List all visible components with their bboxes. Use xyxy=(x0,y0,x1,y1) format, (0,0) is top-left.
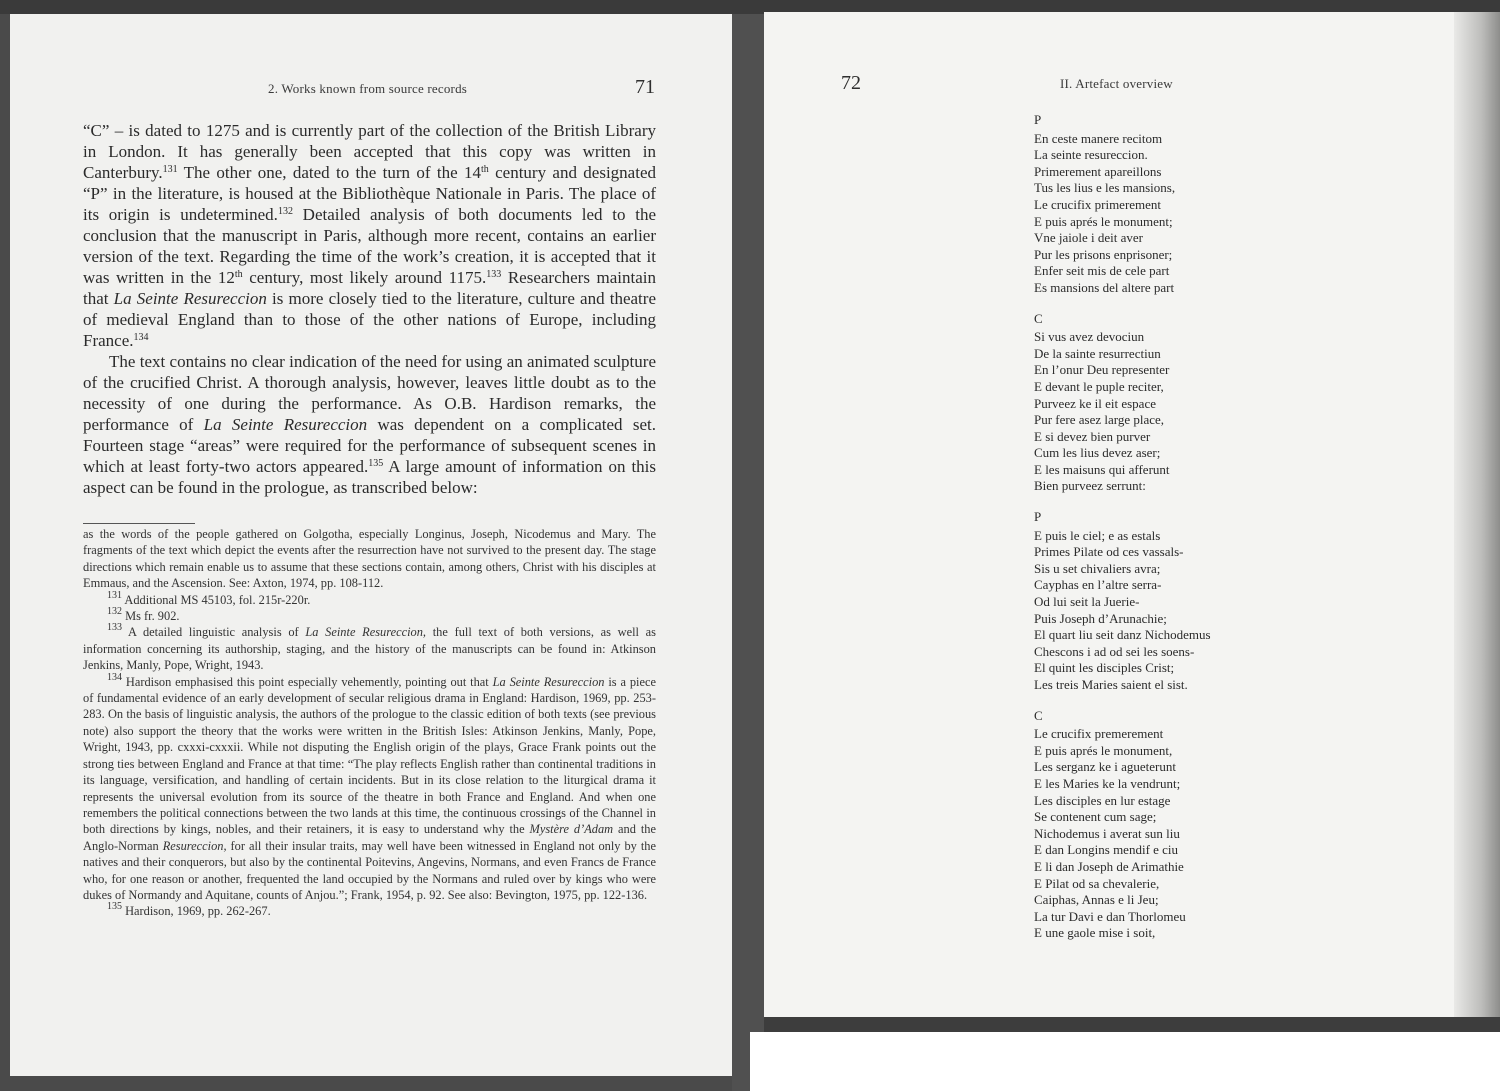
page-number: 72 xyxy=(841,72,861,94)
page-edge-shadow xyxy=(1454,12,1500,1022)
verse-line: E Pilat od sa chevalerie, xyxy=(1034,875,1160,891)
text-run: is a piece of fundamental evidence of an early development of secular religious drama in England: Hardison, 1969, pp. 253-283. On the basis of linguistic analysis, the authors of the prologue to the classic edition of both texts (see previous note) also support the theory that the works were written in the British Isles: Atkinson Jenkins, Manly, Pope, Wright, 1943, pp. cxxxi-cxxxii. While not disputing the English origin of the plays, Grace Frank points out the strong ties between England and France at that time: “The play reflects English rather than continental traditions in its language, versification, and handling of certain incidents. But in its close relation to the liturgical drama it represents the universal evolution from its source of the theatre in both France and England. And when one remembers the political connections between the two lands at this time, the continuous crossings of the Channel in both directions by kings, nobles, and their retainers, it is easy to understand why the xyxy=(83,674,656,837)
main-text xyxy=(83,120,656,498)
footnote-ref: 135 xyxy=(368,458,384,469)
text-run: century and designated “P” in the literature, is housed at the Bibliothèque Nationale in Paris. The place of its origin is undetermined. xyxy=(83,163,657,224)
verse-line: Primes Pilate od ces vassals- xyxy=(1034,544,1184,560)
footnote-ref: 134 xyxy=(107,671,122,683)
text-run: the full text of both versions, as well as information concerning its authorship, staging, and the history of the manuscripts can be found in: Atkinson Jenkins, Manly, Pope, Wright, 1943. xyxy=(83,625,656,673)
verse-line: De la sainte resurrectiun xyxy=(1034,345,1161,361)
paragraph xyxy=(83,351,656,498)
verse-line: Cum les lius devez aser; xyxy=(1034,445,1161,461)
stanza xyxy=(1034,311,1434,496)
footnote xyxy=(83,589,656,608)
verse-line: Cayphas en l’altre serra- xyxy=(1034,577,1162,593)
text-run: Detailed analysis of both documents led to the conclusion that the manuscript in Paris, although more recent, contains an earlier version of the text. Regarding the time of the work’s creation, it is accepted that it was written in the 12 xyxy=(83,205,656,287)
footnote xyxy=(83,608,656,624)
italic-title: La Seinte Resureccion xyxy=(492,674,605,689)
manuscript-siglum: P xyxy=(1034,509,1042,525)
text-run: Ms fr. 902. xyxy=(122,609,180,624)
verse-line: La seinte resureccion. xyxy=(1034,147,1148,163)
right-page xyxy=(764,12,1454,1017)
footnote xyxy=(83,671,656,904)
verse-line: E si devez bien purver xyxy=(1034,428,1151,444)
footnotes xyxy=(83,526,656,920)
verse-line: Le crucifix primerement xyxy=(1034,196,1162,212)
verse-line: Pur les prisons enprisoner; xyxy=(1034,246,1173,262)
stanza xyxy=(1034,708,1434,942)
text-run: Hardison, 1969, pp. 262-267. xyxy=(122,904,271,919)
verse-line: El quart liu seit danz Nichodemus xyxy=(1034,627,1211,643)
verse-line: Purveez ke il eit espace xyxy=(1034,395,1156,411)
running-head: 2. Works known from source records xyxy=(268,81,468,96)
verse-line: Tus les lius e les mansions, xyxy=(1034,180,1176,196)
manuscript-siglum: C xyxy=(1034,707,1043,723)
verse-line: Les serganz ke i agueterunt xyxy=(1034,759,1176,775)
text-run: Hardison emphasised this point especially vehemently, pointing out that xyxy=(122,674,493,689)
text-run: is more closely tied to the literature, culture and theatre of medieval England than to those of the other nations of Europe, including France. xyxy=(83,289,656,350)
italic-title: Mystère d’Adam xyxy=(529,822,614,837)
italic-title: La Seinte Resureccion xyxy=(113,289,267,308)
verse-line: Se contenent cum sage; xyxy=(1034,809,1157,825)
stanza xyxy=(1034,112,1434,297)
text-run: as the words of the people gathered on Golgotha, especially Longinus, Joseph, Nicodemus and Mary. The fragments of the text which depict the events after the resurrection have not survived to the present day. The stage directions which remain enable us to assume that these sections contain, among others, Christ with his disciples at Emmaus, and the Ascension. See: Axton, 1974, pp. 108-112. xyxy=(83,527,656,591)
verse-line: E li dan Joseph de Arimathie xyxy=(1034,858,1184,874)
verse-line: Puis Joseph d’Arunachie; xyxy=(1034,610,1167,626)
verse-line: Caiphas, Annas e li Jeu; xyxy=(1034,892,1159,908)
verse-line: E une gaole mise i soit, xyxy=(1034,925,1156,941)
footnote-ref: 132 xyxy=(277,206,293,217)
verse-line: Enfer seit mis de cele part xyxy=(1034,263,1170,279)
footnote xyxy=(83,526,656,592)
footnote xyxy=(83,624,656,673)
verse-prologue xyxy=(1034,112,1434,956)
verse-line: En l’onur Deu representer xyxy=(1034,362,1170,378)
text-run: for all their insular traits, may well have been witnessed in England not only by the natives and their conquerors, but also by the continental Poitevins, Angevins, Normans, and even Francs de France who, for one reason or another, frequented the land occupied by the Normans and ruled over by kings who were dukes of Normandy and Aquitane, counts of Anjou.”; Frank, 1954, p. 92. See also: Bevington, 1975, pp. 122-136. xyxy=(83,838,656,902)
footnote-ref: 133 xyxy=(107,622,122,634)
text-run: A large amount of information on this aspect can be found in the prologue, as transcribed below: xyxy=(83,457,657,497)
running-head: II. Artefact overview xyxy=(1060,76,1173,91)
verse-line: E puis le ciel; e as estals xyxy=(1034,527,1161,543)
verse-line: Primerement apareillons xyxy=(1034,163,1162,179)
verse-line: E puis aprés le monument, xyxy=(1034,742,1173,758)
text-run: Researchers maintain that xyxy=(83,268,656,308)
text-run: century, most likely around 1175. xyxy=(242,268,487,287)
verse-line: Bien purveez serrunt: xyxy=(1034,478,1146,494)
verse-line: Les treis Maries saient el sist. xyxy=(1034,677,1188,692)
verse-line: Si vus avez devociun xyxy=(1034,329,1145,345)
paragraph xyxy=(83,120,656,351)
manuscript-siglum: C xyxy=(1034,310,1043,326)
verse-line: Vne jaiole i deit aver xyxy=(1034,230,1144,246)
blank-scan-area xyxy=(750,1032,1500,1091)
footnote-ref: th xyxy=(234,269,243,280)
verse-line: Le crucifix premerement xyxy=(1034,726,1164,742)
footnote-ref: 135 xyxy=(107,901,122,913)
footnote-ref: 132 xyxy=(107,606,122,618)
manuscript-siglum: P xyxy=(1034,112,1042,127)
text-run: A detailed linguistic analysis of xyxy=(122,625,306,640)
stanza xyxy=(1034,509,1434,694)
verse-line: La tur Davi e dan Thorlomeu xyxy=(1034,908,1186,924)
verse-line: Es mansions del altere part xyxy=(1034,279,1175,295)
verse-line: Nichodemus i averat sun liu xyxy=(1034,825,1180,841)
italic-title: La Seinte Resureccion xyxy=(203,415,368,434)
footnote-ref: 133 xyxy=(486,269,502,280)
footnote xyxy=(83,903,656,919)
page-number: 71 xyxy=(635,76,655,98)
scan-border-bottom xyxy=(764,1017,1500,1032)
italic-title: La Seinte Resureccion, xyxy=(305,625,427,640)
verse-line: E dan Longins mendif e ciu xyxy=(1034,842,1179,858)
text-run: “C” – is dated to 1275 and is currently part of the collection of the British Library in London. It has generally been accepted that this copy was written in Canterbury. xyxy=(83,121,656,182)
text-run: The other one, dated to the turn of the 14 xyxy=(177,163,481,182)
text-run: The text contains no clear indication of the need for using an animated sculpture of the crucified Christ. A thorough analysis, however, leaves little doubt as to the necessity of one during the performance. As O.B. Hardison remarks, the performance of xyxy=(83,352,656,434)
verse-line: Pur fere asez large place, xyxy=(1034,412,1165,428)
footnote-ref: th xyxy=(480,164,489,175)
verse-line: Sis u set chivaliers avra; xyxy=(1034,560,1161,576)
footnote-ref: 131 xyxy=(107,589,122,601)
verse-line: Chescons i ad od sei les soens- xyxy=(1034,643,1195,659)
footnote-rule xyxy=(83,523,195,524)
footnote-ref: 131 xyxy=(162,164,178,175)
verse-line: E les Maries ke la vendrunt; xyxy=(1034,775,1181,791)
text-run: was dependent on a complicated set. Fourteen stage “areas” were required for the performance of subsequent scenes in which at least forty-two actors appeared. xyxy=(83,415,656,476)
verse-line: Les disciples en lur estage xyxy=(1034,792,1171,808)
text-run: Additional MS 45103, fol. 215r-220r. xyxy=(122,592,311,607)
verse-line: El quint les disciples Crist; xyxy=(1034,660,1175,676)
book-gutter xyxy=(732,14,764,1091)
verse-line: E les maisuns qui afferunt xyxy=(1034,461,1170,477)
verse-line: Od lui seit la Juerie- xyxy=(1034,594,1140,610)
italic-title: Resureccion, xyxy=(162,838,227,853)
left-page xyxy=(10,14,732,1076)
text-run: and the Anglo-Norman xyxy=(83,822,656,853)
verse-line: E devant le puple reciter, xyxy=(1034,378,1164,394)
verse-line: E puis aprés le monument; xyxy=(1034,213,1173,229)
footnote-ref: 134 xyxy=(133,332,149,343)
verse-line: En ceste manere recitom xyxy=(1034,130,1163,146)
